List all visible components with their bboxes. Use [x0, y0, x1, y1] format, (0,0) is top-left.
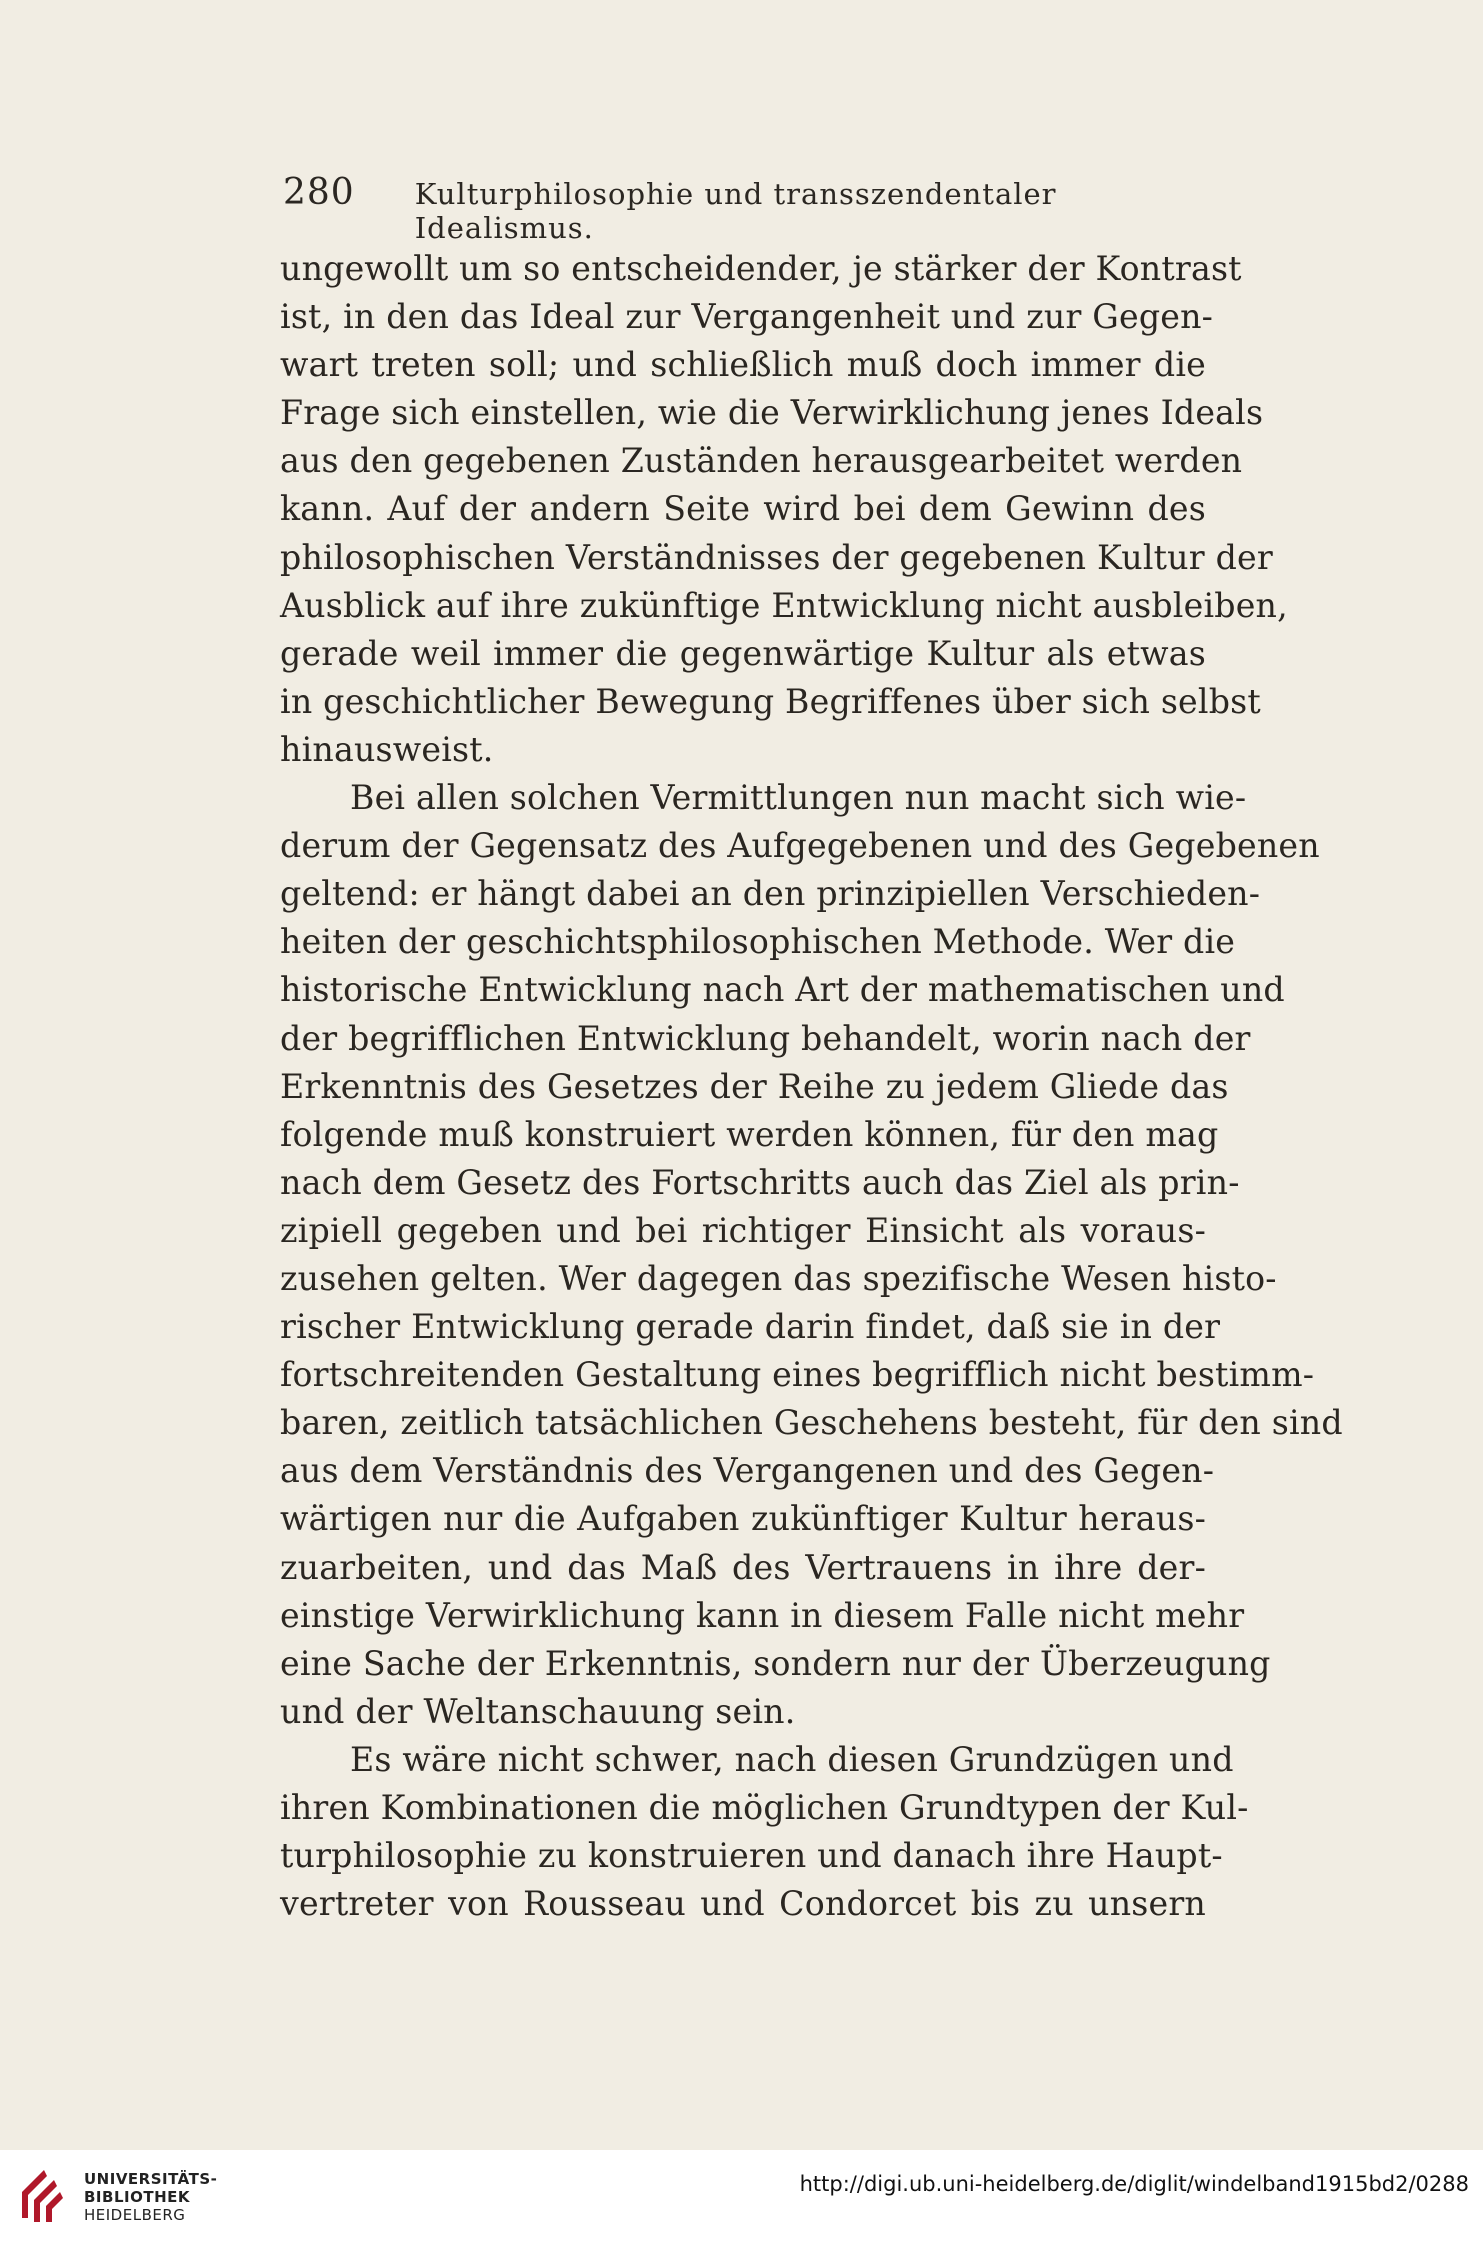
- text-line: fortschreitenden Gestaltung eines begrifflich nicht bestimm-: [280, 1355, 1315, 1395]
- text-line: nach dem Gesetz des Fortschritts auch das Ziel als prin-: [280, 1162, 1240, 1202]
- text-line: philosophischen Verständnisses der gegebenen Kultur der: [280, 537, 1273, 577]
- text-line: zuarbeiten, und das Maß des Vertrauens in ihre der-: [280, 1547, 1206, 1587]
- text-line: Es wäre nicht schwer, nach diesen Grundzügen und: [350, 1739, 1234, 1779]
- page-header: [283, 172, 1163, 245]
- library-logo-text: [84, 2170, 217, 2224]
- text-line: kann. Auf der andern Seite wird bei dem Gewinn des: [280, 489, 1206, 529]
- text-line: Frage sich einstellen, wie die Verwirklichung jenes Ideals: [280, 393, 1264, 433]
- text-line: heiten der geschichtsphilosophischen Methode. Wer die: [280, 922, 1236, 962]
- text-line: hinausweist.: [280, 729, 494, 769]
- text-line: derum der Gegensatz des Aufgegebenen und des Gegebenen: [280, 826, 1320, 866]
- text-line: historische Entwicklung nach Art der mathematischen und: [280, 970, 1285, 1010]
- text-line: zipiell gegeben und bei richtiger Einsicht als voraus-: [280, 1210, 1206, 1250]
- footer-bar: [0, 2150, 1483, 2260]
- text-line: Bei allen solchen Vermittlungen nun macht sich wie-: [350, 778, 1247, 818]
- text-line: ungewollt um so entscheidender, je stärker der Kontrast: [280, 249, 1242, 288]
- text-line: aus dem Verständnis des Vergangenen und des Gegen-: [280, 1451, 1215, 1491]
- source-url-link[interactable]: http://digi.ub.uni-heidelberg.de/diglit/windelband1915bd2/0288: [799, 2172, 1469, 2196]
- text-line: einstige Verwirklichung kann in diesem Falle nicht mehr: [280, 1595, 1245, 1635]
- running-head: Kulturphilosophie und transszendentaler Idealismus.: [414, 177, 1057, 245]
- text-line: baren, zeitlich tatsächlichen Geschehens besteht, für den sind: [280, 1403, 1343, 1443]
- text-line: wart treten soll; und schließlich muß doch immer die: [280, 345, 1206, 385]
- text-line: ist, in den das Ideal zur Vergangenheit und zur Gegen-: [280, 297, 1214, 337]
- text-line: aus den gegebenen Zuständen herausgearbeitet werden: [280, 441, 1243, 481]
- text-line: gerade weil immer die gegenwärtige Kultur als etwas: [280, 633, 1206, 673]
- text-line: wärtigen nur die Aufgaben zukünftiger Kultur heraus-: [280, 1499, 1206, 1539]
- text-line: Ausblick auf ihre zukünftige Entwicklung nicht ausbleiben,: [280, 585, 1288, 625]
- text-line: rischer Entwicklung gerade darin findet, daß sie in der: [280, 1307, 1221, 1347]
- text-line: der begrifflichen Entwicklung behandelt, worin nach der: [280, 1018, 1251, 1058]
- text-line: ihren Kombinationen die möglichen Grundtypen der Kul-: [280, 1788, 1249, 1827]
- text-line: turphilosophie zu konstruieren und danach ihre Haupt-: [280, 1836, 1223, 1876]
- text-line: vertreter von Rousseau und Condorcet bis zu unsern: [280, 1884, 1206, 1924]
- text-line: Erkenntnis des Gesetzes der Reihe zu jedem Gliede das: [280, 1066, 1229, 1106]
- text-line: geltend: er hängt dabei an den prinzipiellen Verschieden-: [280, 874, 1261, 914]
- body-text: [280, 245, 1343, 1928]
- page-number: 280: [283, 172, 355, 213]
- text-line: in geschichtlicher Bewegung Begriffenes über sich selbst: [280, 681, 1261, 721]
- logo-line-1: UNIVERSITÄTS-: [84, 2170, 218, 2188]
- logo-line-3: HEIDELBERG: [84, 2206, 186, 2224]
- text-line: eine Sache der Erkenntnis, sondern nur der Überzeugung: [280, 1643, 1271, 1683]
- text-line: zusehen gelten. Wer dagegen das spezifische Wesen histo-: [280, 1258, 1277, 1298]
- text-line: und der Weltanschauung sein.: [280, 1691, 796, 1731]
- text-line: folgende muß konstruiert werden können, für den mag: [280, 1114, 1219, 1154]
- logo-line-2: BIBLIOTHEK: [84, 2188, 190, 2206]
- library-logo-icon: [14, 2166, 64, 2224]
